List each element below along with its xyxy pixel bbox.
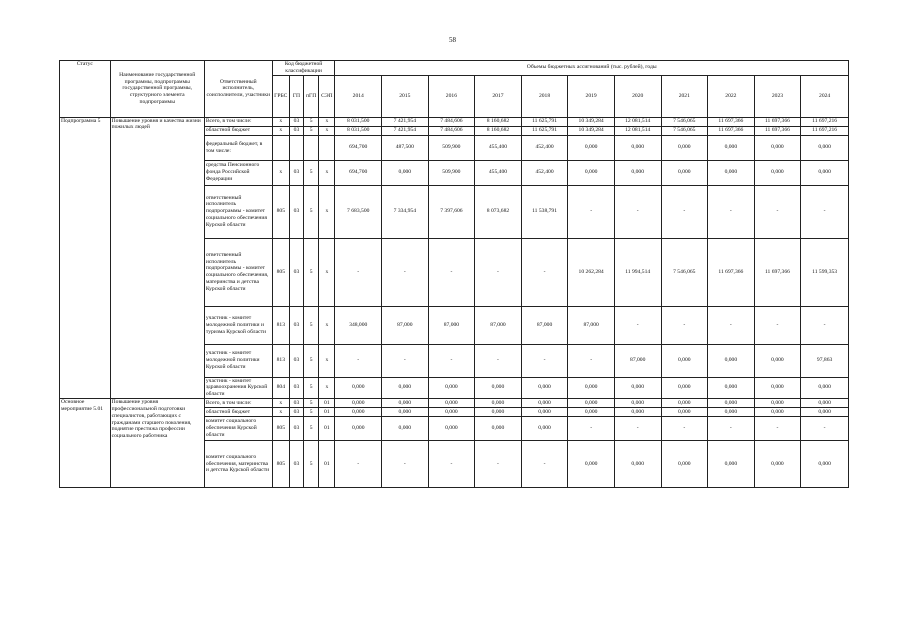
value-cell: -: [382, 238, 429, 306]
value-cell: 0,000: [661, 344, 708, 377]
row-responsible: участник - комитет молодежной политики Курской области: [204, 344, 272, 377]
code-cell: 5: [304, 417, 319, 441]
value-cell: 0,000: [801, 377, 849, 398]
value-cell: 0,000: [428, 417, 475, 441]
row-responsible: комитет социального обеспечения, материнства и детства Курской области: [204, 441, 272, 488]
value-cell: 0,000: [754, 377, 801, 398]
value-cell: 0,000: [335, 408, 382, 417]
value-cell: 0,000: [661, 441, 708, 488]
header-year-2020: 2020: [614, 75, 661, 117]
value-cell: 11 625,791: [521, 117, 568, 126]
code-cell: 03: [289, 399, 303, 408]
value-cell: 7 421,954: [382, 117, 429, 126]
value-cell: 7 546,065: [661, 238, 708, 306]
code-cell: [304, 135, 319, 160]
value-cell: 87,000: [568, 306, 615, 344]
code-cell: x: [319, 377, 335, 398]
section-name: Повышение уровня и качества жизни пожилых людей: [110, 117, 204, 398]
code-cell: x: [319, 117, 335, 126]
code-cell: 5: [304, 441, 319, 488]
value-cell: -: [428, 441, 475, 488]
value-cell: 0,000: [568, 160, 615, 185]
value-cell: 0,000: [754, 399, 801, 408]
row-responsible: областной бюджет: [204, 408, 272, 417]
value-cell: 0,000: [661, 135, 708, 160]
value-cell: -: [801, 185, 849, 238]
code-cell: 03: [289, 441, 303, 488]
value-cell: 0,000: [475, 399, 522, 408]
code-cell: 03: [289, 306, 303, 344]
value-cell: -: [521, 238, 568, 306]
code-cell: [289, 135, 303, 160]
value-cell: 0,000: [475, 408, 522, 417]
value-cell: 97,863: [801, 344, 849, 377]
code-cell: 5: [304, 117, 319, 126]
value-cell: 0,000: [754, 160, 801, 185]
header-year-2018: 2018: [521, 75, 568, 117]
code-cell: 813: [272, 306, 289, 344]
value-cell: -: [708, 185, 755, 238]
value-cell: 0,000: [568, 399, 615, 408]
code-cell: 5: [304, 377, 319, 398]
value-cell: 694,700: [335, 160, 382, 185]
value-cell: 0,000: [801, 408, 849, 417]
value-cell: 0,000: [801, 399, 849, 408]
value-cell: 11 697,366: [754, 117, 801, 126]
value-cell: 10 262,284: [568, 238, 615, 306]
value-cell: 0,000: [708, 160, 755, 185]
value-cell: 0,000: [614, 377, 661, 398]
value-cell: 11 697,216: [801, 126, 849, 135]
value-cell: 0,000: [568, 408, 615, 417]
code-cell: 01: [319, 417, 335, 441]
code-cell: x: [272, 399, 289, 408]
section-status: Основное мероприятие 5.01: [60, 399, 111, 488]
header-year-2019: 2019: [568, 75, 615, 117]
header-code-group: Код бюджетной классификации: [272, 61, 335, 76]
code-cell: 03: [289, 126, 303, 135]
value-cell: -: [614, 306, 661, 344]
value-cell: 0,000: [801, 160, 849, 185]
code-cell: 5: [304, 126, 319, 135]
code-cell: 805: [272, 185, 289, 238]
value-cell: 0,000: [708, 399, 755, 408]
row-responsible: ответственный исполнитель подпрограммы - комитет социального обеспечения Курской области: [204, 185, 272, 238]
value-cell: 0,000: [614, 441, 661, 488]
value-cell: 509,900: [428, 135, 475, 160]
value-cell: 0,000: [754, 135, 801, 160]
code-cell: 5: [304, 344, 319, 377]
value-cell: 694,700: [335, 135, 382, 160]
code-cell: x: [319, 126, 335, 135]
value-cell: 452,400: [521, 135, 568, 160]
value-cell: 452,400: [521, 160, 568, 185]
value-cell: 0,000: [521, 417, 568, 441]
value-cell: -: [568, 185, 615, 238]
value-cell: -: [801, 417, 849, 441]
value-cell: 7 334,954: [382, 185, 429, 238]
value-cell: 8 031,500: [335, 117, 382, 126]
value-cell: 7 546,065: [661, 126, 708, 135]
value-cell: 0,000: [382, 417, 429, 441]
header-year-2015: 2015: [382, 75, 429, 117]
value-cell: 11 697,216: [801, 117, 849, 126]
value-cell: -: [568, 417, 615, 441]
row-responsible: участник - комитет молодежной политики и туризма Курской области: [204, 306, 272, 344]
value-cell: 12 081,514: [614, 126, 661, 135]
code-cell: x: [272, 126, 289, 135]
value-cell: 0,000: [475, 417, 522, 441]
value-cell: -: [475, 238, 522, 306]
value-cell: 0,000: [382, 399, 429, 408]
value-cell: 0,000: [335, 399, 382, 408]
value-cell: -: [475, 441, 522, 488]
value-cell: -: [335, 344, 382, 377]
value-cell: 12 081,514: [614, 117, 661, 126]
value-cell: 10 349,284: [568, 126, 615, 135]
value-cell: 0,000: [568, 135, 615, 160]
value-cell: 0,000: [335, 377, 382, 398]
section-status: Подпрограмма 5: [60, 117, 111, 398]
code-cell: 5: [304, 399, 319, 408]
code-cell: x: [272, 408, 289, 417]
value-cell: 0,000: [708, 441, 755, 488]
code-cell: 813: [272, 344, 289, 377]
header-year-2016: 2016: [428, 75, 475, 117]
value-cell: -: [568, 344, 615, 377]
code-cell: x: [319, 160, 335, 185]
value-cell: 0,000: [475, 377, 522, 398]
value-cell: 0,000: [708, 135, 755, 160]
value-cell: 0,000: [335, 417, 382, 441]
code-cell: 03: [289, 238, 303, 306]
value-cell: 7 484,606: [428, 117, 475, 126]
value-cell: -: [708, 417, 755, 441]
value-cell: -: [754, 306, 801, 344]
value-cell: 11 697,366: [708, 117, 755, 126]
code-cell: x: [272, 160, 289, 185]
value-cell: 7 421,954: [382, 126, 429, 135]
code-cell: 01: [319, 441, 335, 488]
value-cell: 0,000: [614, 160, 661, 185]
value-cell: -: [661, 306, 708, 344]
header-name: Наименование государственной программы, подпрограммы государственной программы, структурного элемента подпрограммы: [110, 61, 204, 118]
code-cell: 03: [289, 117, 303, 126]
header-code-4: СЭП: [319, 75, 335, 117]
table-row: [60, 399, 849, 408]
value-cell: 0,000: [568, 377, 615, 398]
value-cell: 0,000: [708, 408, 755, 417]
code-cell: 03: [289, 160, 303, 185]
value-cell: -: [521, 344, 568, 377]
value-cell: 455,400: [475, 135, 522, 160]
code-cell: 5: [304, 408, 319, 417]
value-cell: 0,000: [708, 377, 755, 398]
value-cell: 11 538,791: [521, 185, 568, 238]
value-cell: 0,000: [521, 377, 568, 398]
value-cell: -: [754, 185, 801, 238]
value-cell: 0,000: [382, 160, 429, 185]
row-responsible: комитет социального обеспечения Курской области: [204, 417, 272, 441]
value-cell: 7 484,606: [428, 126, 475, 135]
value-cell: 509,900: [428, 160, 475, 185]
code-cell: x: [272, 117, 289, 126]
value-cell: 11 697,366: [708, 238, 755, 306]
header-years-group: Объемы бюджетных ассигнований (тыс. рублей), годы: [335, 61, 849, 76]
value-cell: 10 349,284: [568, 117, 615, 126]
value-cell: 0,000: [661, 408, 708, 417]
value-cell: -: [661, 417, 708, 441]
value-cell: 0,000: [661, 377, 708, 398]
row-responsible: средства Пенсионного фонда Российской Федерации: [204, 160, 272, 185]
code-cell: 01: [319, 408, 335, 417]
value-cell: -: [335, 441, 382, 488]
header-year-2023: 2023: [754, 75, 801, 117]
value-cell: 0,000: [614, 399, 661, 408]
value-cell: 0,000: [661, 160, 708, 185]
section-name: Повышение уровня профессиональной подготовки специалистов, работающих с гражданами старшего поколения, поднятие престижа профессии социального работника: [110, 399, 204, 488]
code-cell: 01: [319, 399, 335, 408]
budget-table: [59, 60, 849, 488]
value-cell: 0,000: [568, 441, 615, 488]
value-cell: 87,000: [428, 306, 475, 344]
value-cell: 0,000: [521, 408, 568, 417]
value-cell: 11 599,353: [801, 238, 849, 306]
code-cell: [319, 135, 335, 160]
row-responsible: федеральный бюджет, в том числе:: [204, 135, 272, 160]
value-cell: -: [708, 306, 755, 344]
header-year-2014: 2014: [335, 75, 382, 117]
value-cell: 8 160,682: [475, 117, 522, 126]
code-cell: 5: [304, 160, 319, 185]
value-cell: 7 546,065: [661, 117, 708, 126]
header-year-2021: 2021: [661, 75, 708, 117]
value-cell: -: [382, 441, 429, 488]
value-cell: 0,000: [428, 399, 475, 408]
code-cell: x: [319, 306, 335, 344]
value-cell: 0,000: [708, 344, 755, 377]
header-year-2022: 2022: [708, 75, 755, 117]
code-cell: 5: [304, 185, 319, 238]
value-cell: 0,000: [614, 408, 661, 417]
value-cell: -: [335, 238, 382, 306]
row-responsible: ответственный исполнитель подпрограммы - комитет социального обеспечения, материнства и детства Курской области: [204, 238, 272, 306]
value-cell: 8 073,682: [475, 185, 522, 238]
page-number: 58: [449, 36, 456, 44]
header-code-2: ГП: [289, 75, 303, 117]
value-cell: 7 683,500: [335, 185, 382, 238]
value-cell: 0,000: [801, 135, 849, 160]
value-cell: 487,500: [382, 135, 429, 160]
code-cell: 805: [272, 441, 289, 488]
code-cell: 03: [289, 344, 303, 377]
code-cell: 5: [304, 306, 319, 344]
value-cell: -: [475, 344, 522, 377]
code-cell: 03: [289, 377, 303, 398]
value-cell: 0,000: [754, 344, 801, 377]
table-row: [60, 117, 849, 126]
code-cell: 03: [289, 417, 303, 441]
value-cell: 0,000: [661, 399, 708, 408]
value-cell: 0,000: [754, 408, 801, 417]
value-cell: 0,000: [382, 408, 429, 417]
value-cell: 87,000: [614, 344, 661, 377]
value-cell: 87,000: [475, 306, 522, 344]
header-code-1: ГРБС: [272, 75, 289, 117]
value-cell: 11 697,366: [708, 126, 755, 135]
value-cell: 0,000: [428, 377, 475, 398]
code-cell: x: [319, 185, 335, 238]
value-cell: -: [614, 185, 661, 238]
value-cell: 0,000: [428, 408, 475, 417]
value-cell: 348,000: [335, 306, 382, 344]
row-responsible: Всего, в том числе:: [204, 117, 272, 126]
row-responsible: Всего, в том числе:: [204, 399, 272, 408]
value-cell: 0,000: [614, 135, 661, 160]
row-responsible: областной бюджет: [204, 126, 272, 135]
value-cell: 0,000: [382, 377, 429, 398]
value-cell: 11 697,366: [754, 126, 801, 135]
value-cell: -: [754, 417, 801, 441]
value-cell: 8 160,682: [475, 126, 522, 135]
value-cell: -: [614, 417, 661, 441]
row-responsible: участник - комитет здравоохранения Курской области: [204, 377, 272, 398]
value-cell: 0,000: [754, 441, 801, 488]
value-cell: -: [428, 238, 475, 306]
code-cell: 03: [289, 408, 303, 417]
value-cell: 7 397,606: [428, 185, 475, 238]
code-cell: 804: [272, 377, 289, 398]
header-year-2024: 2024: [801, 75, 849, 117]
value-cell: 0,000: [521, 399, 568, 408]
code-cell: 805: [272, 238, 289, 306]
value-cell: -: [382, 344, 429, 377]
code-cell: 03: [289, 185, 303, 238]
value-cell: -: [661, 185, 708, 238]
header-year-2017: 2017: [475, 75, 522, 117]
code-cell: [272, 135, 289, 160]
value-cell: 0,000: [801, 441, 849, 488]
value-cell: -: [521, 441, 568, 488]
value-cell: 11 994,514: [614, 238, 661, 306]
code-cell: x: [319, 344, 335, 377]
value-cell: 87,000: [382, 306, 429, 344]
header-status: Статус: [60, 61, 111, 118]
value-cell: 87,000: [521, 306, 568, 344]
value-cell: -: [801, 306, 849, 344]
value-cell: 11 697,366: [754, 238, 801, 306]
value-cell: 455,400: [475, 160, 522, 185]
value-cell: 8 031,500: [335, 126, 382, 135]
code-cell: x: [319, 238, 335, 306]
header-code-3: пГП: [304, 75, 319, 117]
value-cell: -: [428, 344, 475, 377]
header-responsible: Ответственный исполнитель, соисполнители, участники: [204, 61, 272, 118]
value-cell: 11 625,791: [521, 126, 568, 135]
code-cell: 5: [304, 238, 319, 306]
code-cell: 805: [272, 417, 289, 441]
